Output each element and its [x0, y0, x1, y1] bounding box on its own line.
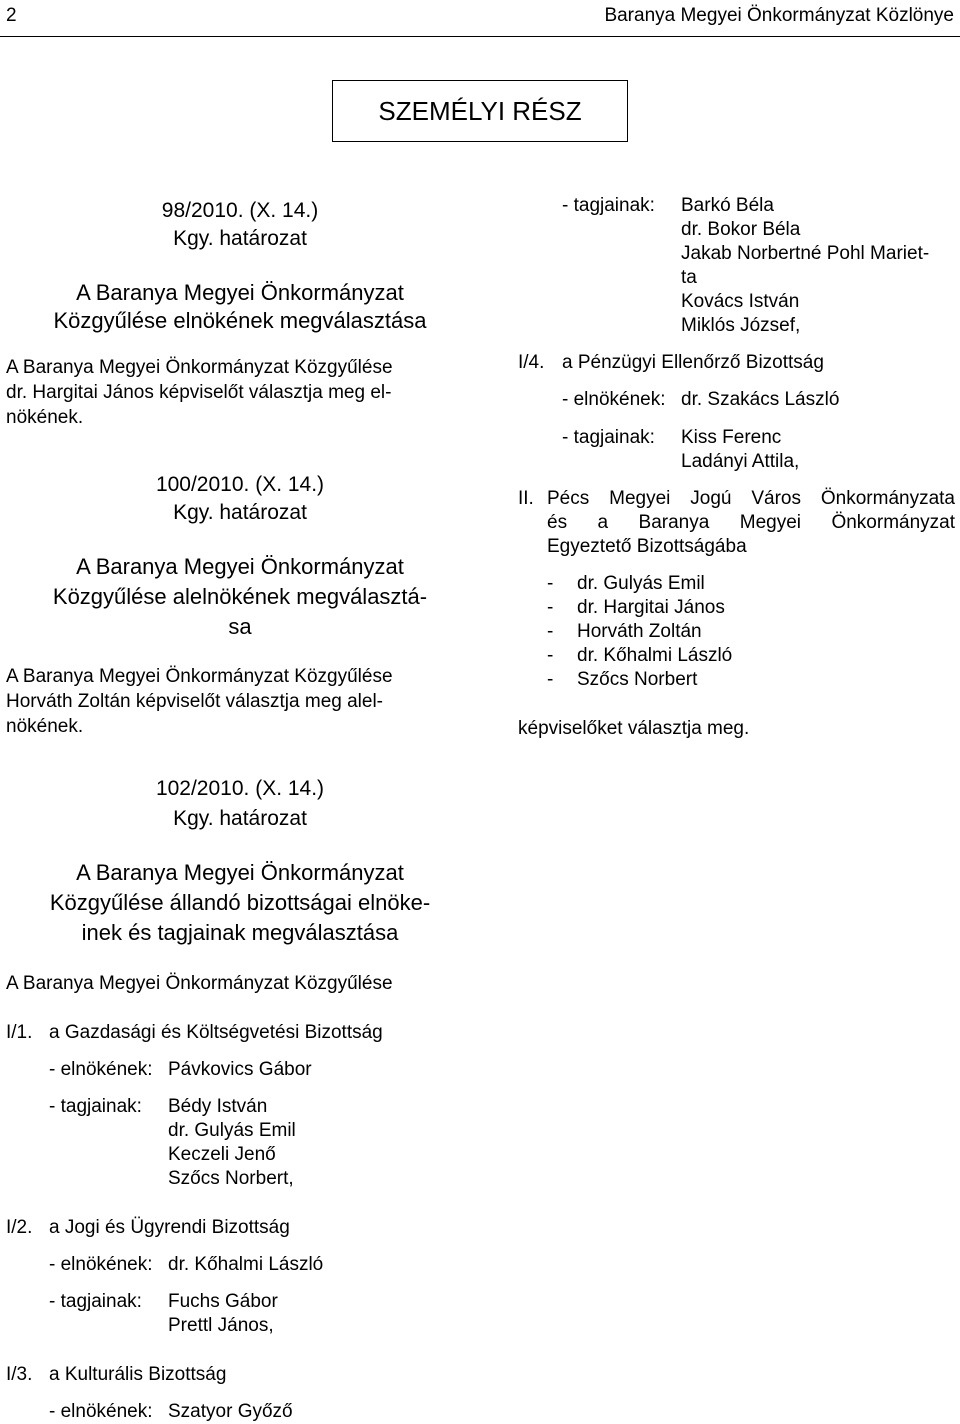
committee-text-line: Pécs Megyei Jogú Város Önkormányzata [547, 488, 955, 509]
resolution-body-line: dr. Hargitai János képviselőt választja meg el- [6, 382, 392, 403]
committee-text-line: Egyeztető Bizottságába [547, 536, 747, 557]
resolution-body-line: Horváth Zoltán képviselőt választja meg alel- [6, 691, 384, 712]
chair-label: - elnökének: [49, 1059, 153, 1080]
member-name: Keczeli Jenő [168, 1144, 276, 1165]
committee-text-line: és a Baranya Megyei Önkormányzat [547, 512, 955, 533]
member-name: dr. Gulyás Emil [168, 1120, 296, 1141]
resolution-subject-line: Közgyűlése alelnökének megválasztá- [52, 584, 428, 609]
member-name: Prettl János, [168, 1315, 274, 1336]
member-name: ta [681, 267, 697, 288]
resolution-body-line: A Baranya Megyei Önkormányzat Közgyűlése [6, 357, 393, 378]
member-name: Bédy István [168, 1096, 268, 1117]
resolution-subject-line: A Baranya Megyei Önkormányzat [76, 280, 404, 305]
chair-label: - elnökének: [49, 1254, 153, 1275]
resolution-subject-line: inek és tagjainak megválasztása [81, 920, 399, 945]
member-name: Fuchs Gábor [168, 1291, 278, 1312]
resolution-body-line: nökének. [6, 407, 84, 428]
member-name: dr. Hargitai János [577, 597, 725, 618]
header-rule [0, 36, 960, 37]
resolution-body-line: nökének. [6, 716, 84, 737]
member-name: Horváth Zoltán [577, 621, 702, 642]
chair-name: Szatyor Győző [168, 1401, 293, 1422]
resolution-body-line: A Baranya Megyei Önkormányzat Közgyűlése [6, 666, 393, 687]
committee-name: a Kulturális Bizottság [49, 1364, 227, 1385]
member-name: Barkó Béla [681, 195, 774, 216]
resolution-intro: A Baranya Megyei Önkormányzat Közgyűlése [6, 973, 393, 994]
resolution-number: 98/2010. (X. 14.) [161, 199, 319, 222]
list-dash: - [547, 621, 554, 642]
member-name: dr. Bokor Béla [681, 219, 801, 240]
chair-label: - elnökének: [562, 389, 666, 410]
member-name: Szőcs Norbert, [168, 1168, 294, 1189]
committee-number: II. [518, 488, 534, 509]
members-label: - tagjainak: [49, 1096, 142, 1117]
closing-text: képviselőket választja meg. [518, 718, 750, 739]
committee-number: I/1. [6, 1022, 33, 1043]
committee-number: I/3. [6, 1364, 33, 1385]
resolution-subject-line: sa [228, 614, 252, 639]
member-name: dr. Gulyás Emil [577, 573, 705, 594]
page-number: 2 [6, 5, 17, 26]
member-name: Kovács István [681, 291, 800, 312]
list-dash: - [547, 573, 554, 594]
members-label: - tagjainak: [562, 195, 655, 216]
resolution-kind: Kgy. határozat [173, 501, 307, 524]
chair-name: dr. Kőhalmi László [168, 1254, 324, 1275]
committee-number: I/4. [518, 352, 545, 373]
member-name: Miklós József, [681, 315, 801, 336]
member-name: Kiss Ferenc [681, 427, 782, 448]
chair-label: - elnökének: [49, 1401, 153, 1422]
resolution-kind: Kgy. határozat [173, 227, 307, 250]
committee-name: a Jogi és Ügyrendi Bizottság [49, 1217, 290, 1238]
members-label: - tagjainak: [562, 427, 655, 448]
resolution-kind: Kgy. határozat [173, 807, 307, 830]
committee-number: I/2. [6, 1217, 33, 1238]
resolution-number: 100/2010. (X. 14.) [155, 473, 325, 496]
member-name: Szőcs Norbert [577, 669, 698, 690]
publication-title: Baranya Megyei Önkormányzat Közlönye [604, 5, 954, 26]
member-name: Jakab Norbertné Pohl Mariet- [681, 243, 930, 264]
list-dash: - [547, 597, 554, 618]
list-dash: - [547, 669, 554, 690]
list-dash: - [547, 645, 554, 666]
chair-name: Pávkovics Gábor [168, 1059, 312, 1080]
members-label: - tagjainak: [49, 1291, 142, 1312]
committee-name: a Pénzügyi Ellenőrző Bizottság [562, 352, 824, 373]
section-title: SZEMÉLYI RÉSZ [332, 80, 628, 142]
committee-name: a Gazdasági és Költségvetési Bizottság [49, 1022, 383, 1043]
resolution-subject-line: Közgyűlése állandó bizottságai elnöke- [49, 890, 431, 915]
resolution-subject-line: Közgyűlése elnökének megválasztása [53, 308, 427, 333]
chair-name: dr. Szakács László [681, 389, 840, 410]
member-name: dr. Kőhalmi László [577, 645, 733, 666]
resolution-subject-line: A Baranya Megyei Önkormányzat [76, 554, 404, 579]
member-name: Ladányi Attila, [681, 451, 800, 472]
resolution-number: 102/2010. (X. 14.) [155, 777, 325, 800]
resolution-subject-line: A Baranya Megyei Önkormányzat [76, 860, 404, 885]
